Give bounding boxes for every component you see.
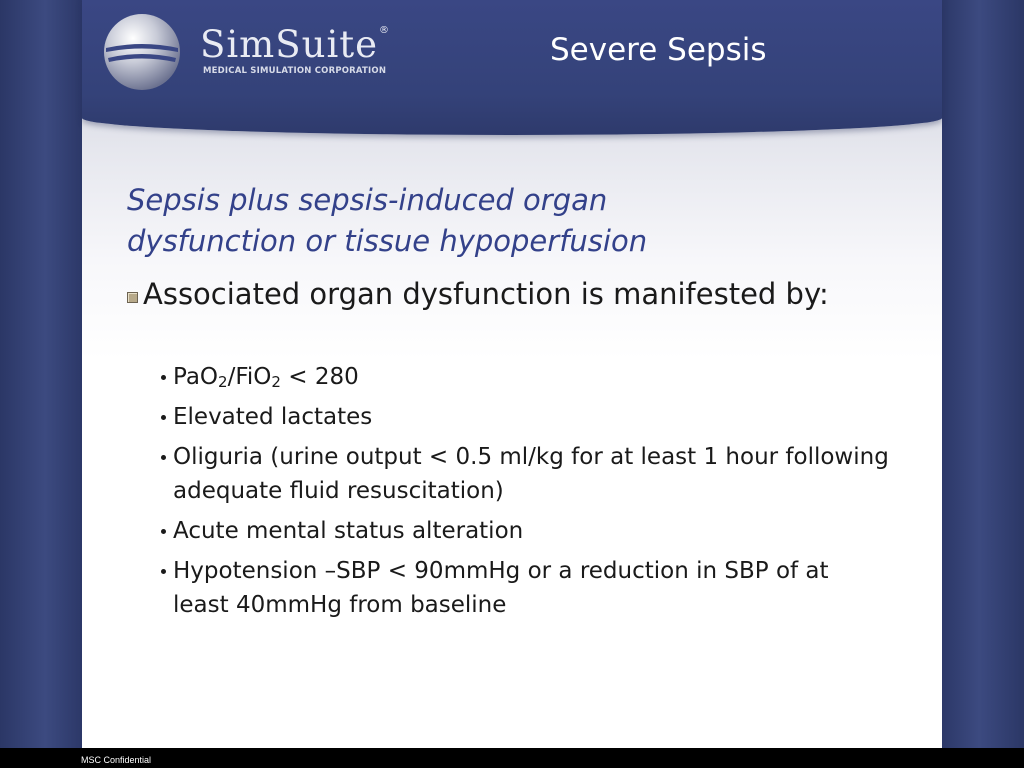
bullet-dot-icon [161, 569, 166, 574]
main-bullet [127, 275, 897, 313]
sub-bullet-text: Oliguria (urine output < 0.5 ml/kg for at least 1 hour following adequate fluid resuscitation) [173, 444, 889, 504]
sub-bullet-text: Acute mental status alteration [173, 518, 524, 544]
pao-text: PaO [173, 364, 219, 390]
logo-wordmark: SimSuite® [200, 23, 391, 66]
bullet-dot-icon [161, 415, 166, 420]
sub-bullet-list [160, 360, 890, 628]
footer-confidential-text: MSC Confidential [81, 755, 152, 765]
square-bullet-icon [127, 292, 138, 303]
right-side-panel [942, 0, 1024, 748]
sub-bullet-mental-status [160, 514, 890, 548]
registered-mark: ® [379, 25, 391, 36]
sub-bullet-oliguria [160, 440, 890, 508]
sub-bullet-elevated-lactates [160, 400, 890, 434]
logo-tagline: MEDICAL SIMULATION CORPORATION [203, 66, 387, 76]
bullet-dot-icon [161, 375, 166, 380]
bullet-dot-icon [161, 529, 166, 534]
sub-bullet-text: Hypotension –SBP < 90mmHg or a reduction in SBP of at least 40mmHg from baseline [173, 558, 829, 618]
logo-sphere-icon [102, 12, 182, 92]
sub-bullet-text: Elevated lactates [173, 404, 373, 430]
subscript-2: 2 [218, 373, 228, 391]
sub-bullet-hypotension [160, 554, 890, 622]
subtitle-line-2: dysfunction or tissue hypoperfusion [127, 224, 648, 258]
main-bullet-text: Associated organ dysfunction is manifested by: [143, 277, 829, 311]
ratio-threshold-text: < 280 [280, 364, 359, 390]
sub-bullet-pao2-ratio [160, 360, 890, 394]
footer-bar [0, 748, 1024, 768]
subscript-2: 2 [271, 373, 281, 391]
subtitle-line-1: Sepsis plus sepsis-induced organ [127, 183, 608, 217]
fio-text: /FiO [227, 364, 272, 390]
slide-title: Severe Sepsis [550, 32, 767, 68]
bullet-dot-icon [161, 455, 166, 460]
slide-header [82, 0, 942, 135]
left-side-panel [0, 0, 82, 748]
slide-canvas [82, 0, 942, 748]
slide-subtitle [127, 180, 887, 262]
